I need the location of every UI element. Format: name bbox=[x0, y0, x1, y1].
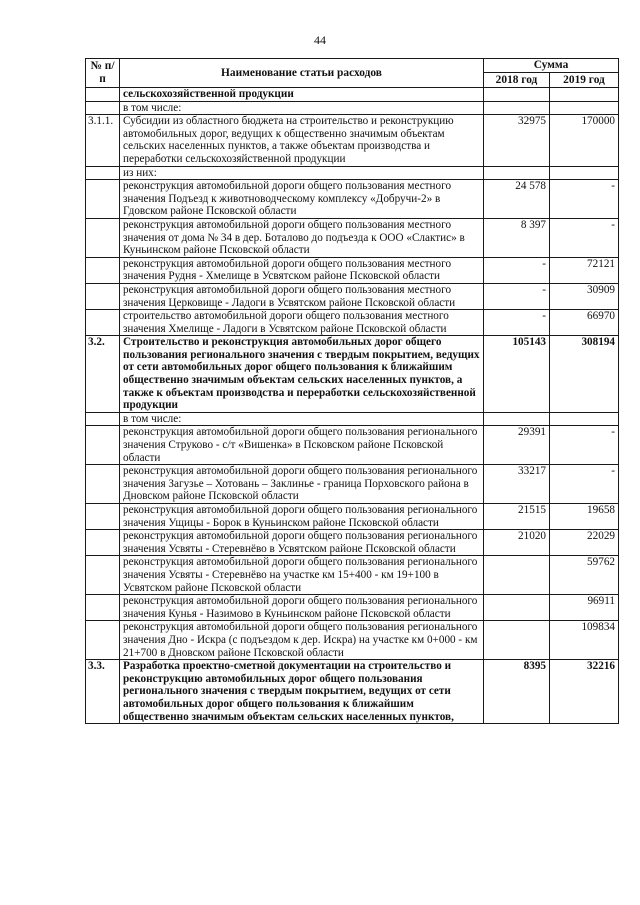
row-number bbox=[86, 310, 120, 336]
row-value-2018 bbox=[484, 412, 550, 426]
row-number bbox=[86, 426, 120, 465]
row-value-2018: 21020 bbox=[484, 530, 550, 556]
row-value-2018: - bbox=[484, 283, 550, 309]
row-name: строительство автомобильной дороги общего пользования местного значения Хмелище - Ладоги в Усвятском районе Псковской области bbox=[120, 310, 484, 336]
row-number bbox=[86, 621, 120, 660]
row-value-2019: 30909 bbox=[550, 283, 619, 309]
row-number bbox=[86, 166, 120, 180]
row-value-2019 bbox=[550, 412, 619, 426]
row-name: реконструкция автомобильной дороги общего пользования регионального значения Усвяты - Стеревнёво на участке км 15+400 - км 19+100 в Усвятском районе Псковской области bbox=[120, 556, 484, 595]
table-row bbox=[86, 336, 619, 413]
row-value-2018 bbox=[484, 101, 550, 115]
expenses-table bbox=[85, 58, 619, 724]
row-value-2018: - bbox=[484, 257, 550, 283]
row-value-2018: - bbox=[484, 310, 550, 336]
table-row bbox=[86, 218, 619, 257]
row-value-2019: 59762 bbox=[550, 556, 619, 595]
row-value-2018: 29391 bbox=[484, 426, 550, 465]
table-row bbox=[86, 115, 619, 166]
table-row bbox=[86, 621, 619, 660]
row-name: реконструкция автомобильной дороги общего пользования местного значения Подъезд к животноводческому комплексу «Добручи-2» в Гдовском районе Псковской области bbox=[120, 180, 484, 219]
table-row bbox=[86, 166, 619, 180]
table-row bbox=[86, 310, 619, 336]
row-name: Субсидии из областного бюджета на строительство и реконструкцию автомобильных дорог, ведущих к общественно значимым объектам сельских населенных пунктов, а также объектам производства и переработки сельскохозяйственной продукции bbox=[120, 115, 484, 166]
row-name: реконструкция автомобильной дороги общего пользования регионального значения Дно - Искра (с подъездом к дер. Искра) на участке км 0+000 - км 21+700 в Дновском районе Псковской области bbox=[120, 621, 484, 660]
row-value-2018: 8 397 bbox=[484, 218, 550, 257]
row-name: реконструкция автомобильной дороги общего пользования регионального значения Загузье – Хотовань – Заклинье - граница Порховского района в Дновском районе Псковской области bbox=[120, 465, 484, 504]
row-name: в том числе: bbox=[120, 101, 484, 115]
row-value-2019: 109834 bbox=[550, 621, 619, 660]
table-row bbox=[86, 412, 619, 426]
header-year-2018: 2018 год bbox=[484, 73, 550, 88]
table-row bbox=[86, 660, 619, 724]
row-value-2018: 105143 bbox=[484, 336, 550, 413]
row-value-2019: 32216 bbox=[550, 660, 619, 724]
table-row bbox=[86, 257, 619, 283]
row-value-2019 bbox=[550, 101, 619, 115]
table-row bbox=[86, 504, 619, 530]
row-value-2019: - bbox=[550, 218, 619, 257]
row-number bbox=[86, 218, 120, 257]
row-name: сельскохозяйственной продукции bbox=[120, 88, 484, 102]
table-row bbox=[86, 465, 619, 504]
row-number: 3.2. bbox=[86, 336, 120, 413]
row-value-2019 bbox=[550, 166, 619, 180]
page-number: 44 bbox=[314, 33, 326, 47]
row-value-2018: 21515 bbox=[484, 504, 550, 530]
row-value-2018: 33217 bbox=[484, 465, 550, 504]
table-body bbox=[86, 88, 619, 724]
row-number bbox=[86, 283, 120, 309]
row-value-2019: 66970 bbox=[550, 310, 619, 336]
row-value-2018 bbox=[484, 556, 550, 595]
row-name: реконструкция автомобильной дороги общего пользования местного значения от дома № 34 в дер. Боталово до подъезда к ООО «Слактис» в Куньинском районе Псковской области bbox=[120, 218, 484, 257]
row-number bbox=[86, 88, 120, 102]
table-row bbox=[86, 283, 619, 309]
row-number: 3.3. bbox=[86, 660, 120, 724]
table-row bbox=[86, 88, 619, 102]
row-name: в том числе: bbox=[120, 412, 484, 426]
table-row bbox=[86, 595, 619, 621]
row-name: реконструкция автомобильной дороги общего пользования местного значения Рудня - Хмелище в Усвятском районе Псковской области bbox=[120, 257, 484, 283]
row-number bbox=[86, 412, 120, 426]
row-value-2019: 19658 bbox=[550, 504, 619, 530]
row-value-2019: 22029 bbox=[550, 530, 619, 556]
row-value-2018 bbox=[484, 88, 550, 102]
row-value-2019: - bbox=[550, 180, 619, 219]
row-number bbox=[86, 556, 120, 595]
row-value-2019 bbox=[550, 88, 619, 102]
row-value-2019: 96911 bbox=[550, 595, 619, 621]
header-name: Наименование статьи расходов bbox=[120, 59, 484, 88]
table-header bbox=[86, 59, 619, 88]
row-number bbox=[86, 530, 120, 556]
row-value-2019: 72121 bbox=[550, 257, 619, 283]
row-name: реконструкция автомобильной дороги общего пользования регионального значения Струково - с/т «Вишенка» в Псковском районе Псковской области bbox=[120, 426, 484, 465]
row-name: из них: bbox=[120, 166, 484, 180]
row-number: 3.1.1. bbox=[86, 115, 120, 166]
row-value-2018 bbox=[484, 166, 550, 180]
row-name: реконструкция автомобильной дороги общего пользования местного значения Церковище - Ладоги в Усвятском районе Псковской области bbox=[120, 283, 484, 309]
row-number bbox=[86, 595, 120, 621]
row-name: реконструкция автомобильной дороги общего пользования регионального значения Усвяты - Стеревнёво в Усвятском районе Псковской области bbox=[120, 530, 484, 556]
table-row bbox=[86, 180, 619, 219]
header-year-2019: 2019 год bbox=[550, 73, 619, 88]
table-row bbox=[86, 530, 619, 556]
table-row bbox=[86, 426, 619, 465]
row-value-2019: 170000 bbox=[550, 115, 619, 166]
header-num: № п/п bbox=[86, 59, 120, 88]
row-value-2019: - bbox=[550, 465, 619, 504]
row-number bbox=[86, 101, 120, 115]
row-value-2019: - bbox=[550, 426, 619, 465]
row-value-2018 bbox=[484, 621, 550, 660]
table-row bbox=[86, 101, 619, 115]
row-name: Разработка проектно-сметной документации на строительство и реконструкцию автомобильных дорог общего пользования регионального значения с твердым покрытием, ведущих от сети автомобильных дорог общего пользования к ближайшим общественно значимым объектам сельских населенных пунктов, bbox=[120, 660, 484, 724]
row-number bbox=[86, 504, 120, 530]
row-value-2018 bbox=[484, 595, 550, 621]
row-name: реконструкция автомобильной дороги общего пользования регионального значения Ущицы - Борок в Куньинском районе Псковской области bbox=[120, 504, 484, 530]
row-value-2018: 24 578 bbox=[484, 180, 550, 219]
row-name: реконструкция автомобильной дороги общего пользования регионального значения Кунья - Назимово в Куньинском районе Псковской области bbox=[120, 595, 484, 621]
row-number bbox=[86, 180, 120, 219]
row-name: Строительство и реконструкция автомобильных дорог общего пользования регионального значения с твердым покрытием, ведущих от сети автомобильных дорог общего пользования к ближайшим общественно значимым объектам сельских населенных пунктов, а также к объектам производства и переработки сельскохозяйственной продукции bbox=[120, 336, 484, 413]
row-value-2018: 32975 bbox=[484, 115, 550, 166]
row-value-2018: 8395 bbox=[484, 660, 550, 724]
row-number bbox=[86, 465, 120, 504]
header-sum: Сумма bbox=[484, 59, 619, 73]
row-number bbox=[86, 257, 120, 283]
table-row bbox=[86, 556, 619, 595]
row-value-2019: 308194 bbox=[550, 336, 619, 413]
